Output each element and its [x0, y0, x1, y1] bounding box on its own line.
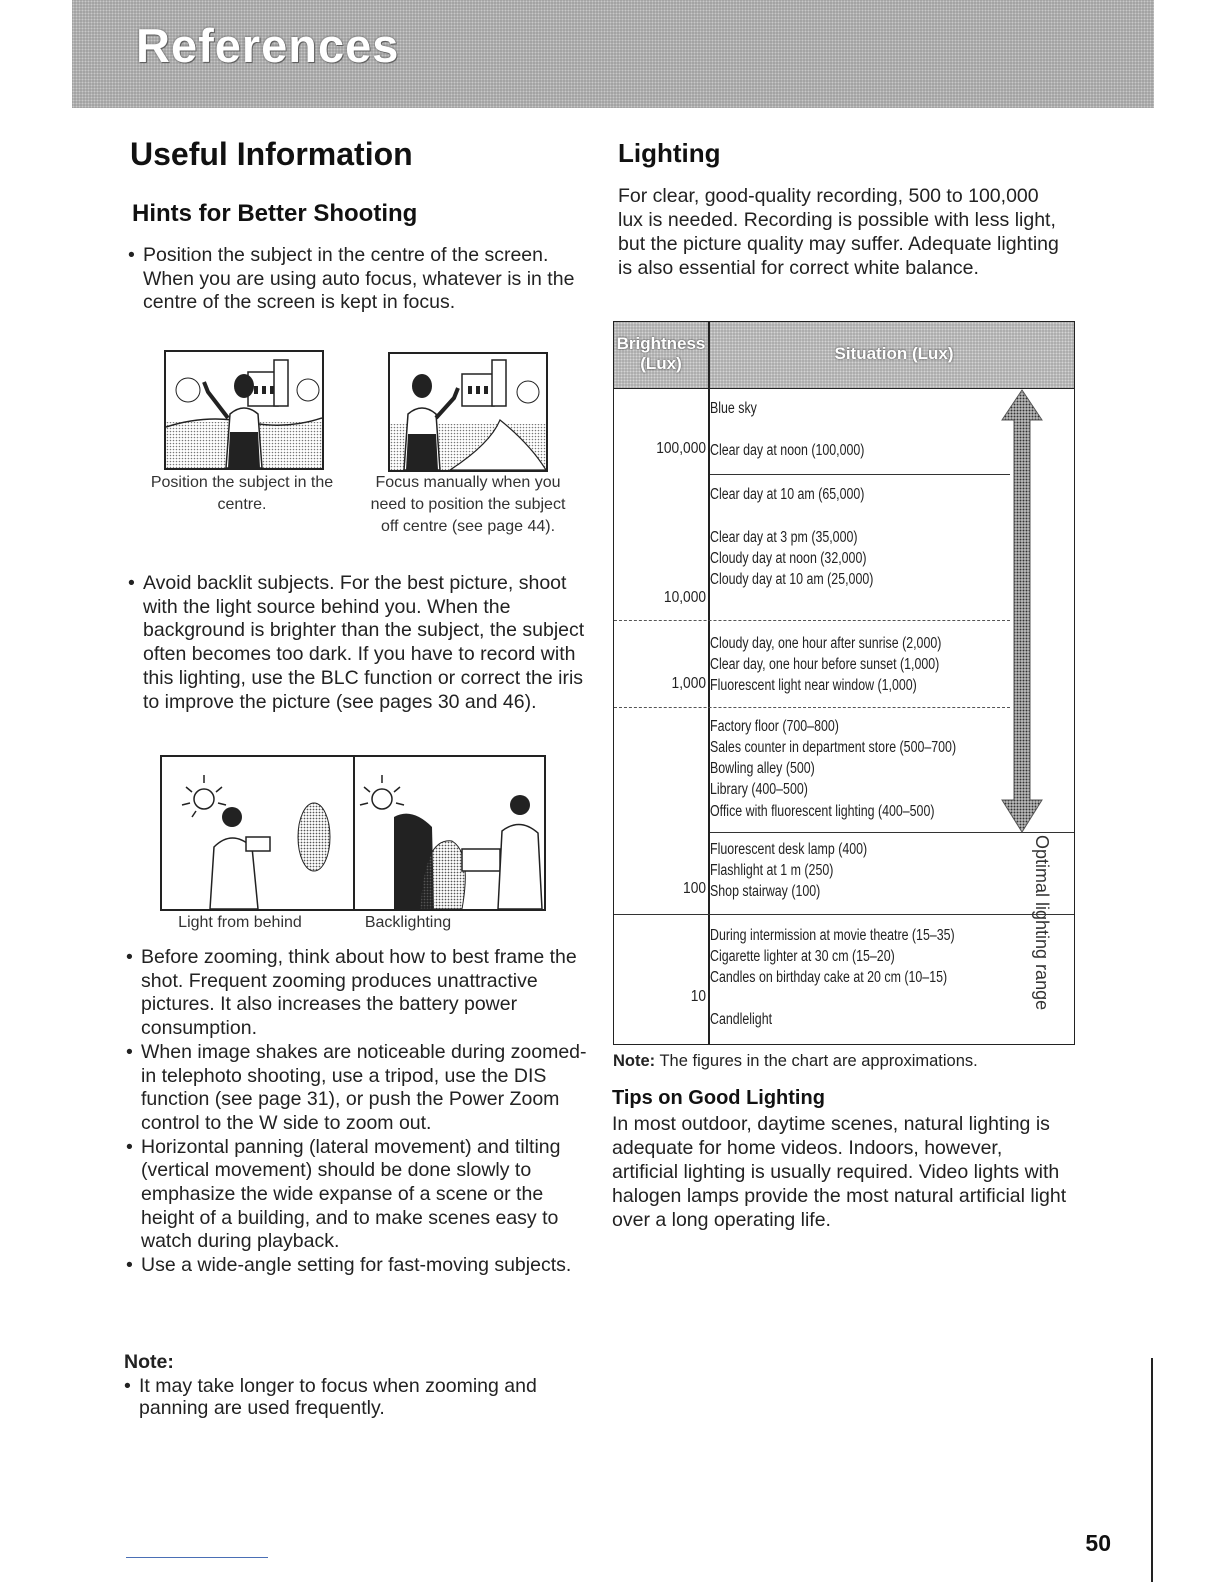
tips-title: Tips on Good Lighting	[612, 1087, 825, 1109]
illustration-backlighting	[160, 755, 546, 911]
note-label-left: Note:	[124, 1351, 174, 1373]
list-item: • Before zooming, think about how to best frame the shot. Frequent zooming produces unattractive pictures. It also increases the battery power consumption.	[126, 946, 588, 1041]
note-list-left	[124, 1375, 584, 1419]
situation-item: Cloudy day at 10 am (25,000)	[710, 571, 874, 588]
page-title: Useful Information	[130, 136, 413, 172]
lighting-title: Lighting	[618, 138, 721, 168]
situation-item: Bowling alley (500)	[710, 760, 815, 777]
lux-10: 10	[690, 988, 706, 1005]
row-divider	[614, 707, 1010, 708]
situation-item: Flashlight at 1 m (250)	[710, 862, 834, 879]
margin-rule	[1151, 1358, 1153, 1582]
caption-light-from-behind: Light from behind	[178, 914, 302, 931]
situation-item: Shop stairway (100)	[710, 883, 821, 900]
lux-10000: 10,000	[663, 589, 706, 606]
caption-backlighting: Backlighting	[364, 914, 452, 931]
page-number: 50	[1085, 1530, 1111, 1556]
lighting-table	[613, 321, 1075, 1045]
lux-1000: 1,000	[671, 675, 706, 692]
list-item: • When image shakes are noticeable during zoomed-in telephoto shooting, use a tripod, use the DIS function (see page 31), or push the Power Zoom control to the W side to zoom out.	[126, 1041, 588, 1136]
caption-off-centre: Focus manually when you need to position the subject off centre (see page 44).	[370, 474, 566, 535]
list-item: • Use a wide-angle setting for fast-moving subjects.	[126, 1254, 588, 1278]
situation-item: Fluorescent desk lamp (400)	[710, 841, 868, 858]
row-divider	[614, 620, 1010, 621]
situation-item: Cigarette lighter at 30 cm (15–20)	[710, 948, 895, 965]
situation-blue-sky: Blue sky	[710, 400, 757, 417]
situation-item: Candlelight	[710, 1011, 773, 1028]
bullet-list-2	[128, 572, 590, 714]
section-title: References	[136, 19, 400, 72]
list-item: • Position the subject in the centre of the screen. When you are using auto focus, whatever is in the centre of the screen is kept in focus.	[128, 244, 588, 315]
subsection-title: Hints for Better Shooting	[132, 200, 418, 227]
header-situation: Situation (Lux)	[834, 344, 954, 363]
header-banner	[72, 0, 1154, 108]
lighting-intro: For clear, good-quality recording, 500 to 100,000 lux is needed. Recording is possible with less light, but the picture quality may suffer. Adequate lighting is also essential for correct white balance.	[618, 185, 1059, 279]
situation-item: Clear day at 10 am (65,000)	[710, 486, 865, 503]
list-item: • It may take longer to focus when zooming and panning are used frequently.	[124, 1375, 584, 1419]
situation-item: Factory floor (700–800)	[710, 718, 839, 735]
situation-item: Cloudy day at noon (32,000)	[710, 550, 867, 567]
situation-item: Library (400–500)	[710, 781, 808, 798]
situation-item: Clear day at 3 pm (35,000)	[710, 529, 858, 546]
row-divider	[614, 914, 1074, 915]
bullet-list-3	[126, 946, 588, 1278]
situation-item: Fluorescent light near window (1,000)	[710, 677, 917, 694]
list-item: • Avoid backlit subjects. For the best picture, shoot with the light source behind you. When the background is brighter than the subject, the subject often becomes too dark. If you have to record with this lighting, use the BLC function or correct the iris to improve the picture (see pages 30 and 46).	[128, 572, 590, 714]
bullet-list-1	[128, 244, 588, 315]
optimal-range-label: Optimal lighting range	[1032, 835, 1052, 1011]
situation-item: Cloudy day, one hour after sunrise (2,000)	[710, 635, 942, 652]
header-brightness-line1: Brightness	[616, 334, 706, 353]
row-divider	[710, 474, 1010, 475]
caption-centre: Position the subject in the centre.	[150, 474, 334, 513]
header-brightness-line2: (Lux)	[640, 354, 682, 373]
situation-item: Candles on birthday cake at 20 cm (10–15)	[710, 969, 948, 986]
tips-text: In most outdoor, daytime scenes, natural lighting is adequate for home videos. Indoors, however, artificial lighting is usually required. Video lights with halogen lamps provide the most natural artificial light over a long operating life.	[612, 1113, 1067, 1231]
chart-note-label: Note:	[613, 1052, 656, 1070]
chart-note-text: The figures in the chart are approximations.	[659, 1052, 978, 1070]
illustration-centered-subject	[164, 350, 324, 470]
header-brightness	[614, 334, 708, 374]
lux-100000: 100,000	[656, 440, 706, 457]
situation-item: Clear day at noon (100,000)	[710, 442, 865, 459]
situation-item: Office with fluorescent lighting (400–500)	[710, 803, 935, 820]
situation-item: Clear day, one hour before sunset (1,000)	[710, 656, 940, 673]
illustration-off-centre-subject	[388, 352, 548, 472]
situation-item: Sales counter in department store (500–700)	[710, 739, 957, 756]
chart-note	[613, 1050, 978, 1072]
list-item: • Horizontal panning (lateral movement) and tilting (vertical movement) should be done slowly to emphasize the wide expanse of a scene or the height of a building, and to make scenes easy to watch during playback.	[126, 1136, 588, 1255]
situation-item: During intermission at movie theatre (15–35)	[710, 927, 955, 944]
optimal-range-arrow-icon	[998, 388, 1048, 836]
footer-rule	[126, 1557, 268, 1558]
lux-100: 100	[683, 880, 706, 897]
